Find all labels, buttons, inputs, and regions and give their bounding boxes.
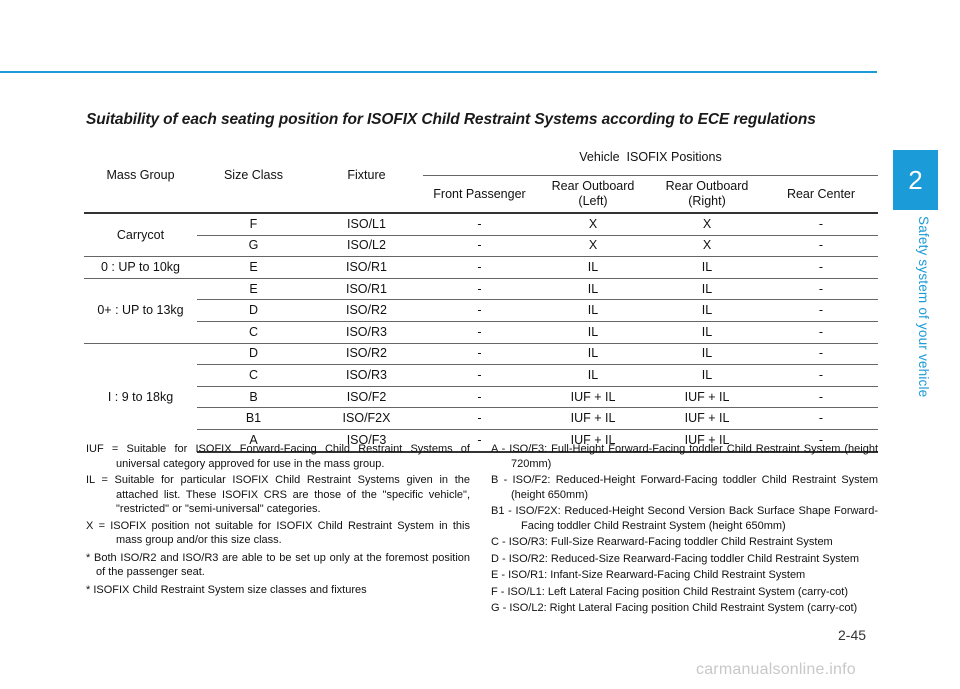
cell-rear-outboard-left: X [536, 213, 650, 235]
size-class-item: E - ISO/R1: Infant-Size Rearward-Facing Child Restraint System [491, 569, 806, 581]
cell-front-passenger: - [423, 213, 536, 235]
cell-rear-outboard-left: IUF + IL [536, 408, 650, 430]
cell-rear-center: - [764, 365, 878, 387]
table-row [84, 235, 878, 257]
cell-rear-outboard-left: IL [536, 365, 650, 387]
note-item: * ISOFIX Child Restraint System size classes and fixtures [86, 583, 367, 596]
cell-rear-outboard-left: IL [536, 321, 650, 343]
cell-fixture: ISO/L2 [310, 235, 423, 257]
cell-fixture: ISO/F2 [310, 386, 423, 408]
cell-mass-group: 0 : UP to 10kg [84, 257, 197, 279]
cell-size-class: E [197, 278, 310, 300]
cell-fixture: ISO/F2X [310, 408, 423, 430]
cell-rear-outboard-left: IL [536, 300, 650, 322]
footnotes-right [491, 442, 878, 618]
cell-rear-center: - [764, 408, 878, 430]
header-fixture: Fixture [347, 168, 386, 182]
cell-size-class: C [197, 365, 310, 387]
size-class-item: B - ISO/F2: Reduced-Height Forward-Facing toddler Child Restraint System (height 650mm) [491, 474, 878, 501]
cell-rear-center: - [764, 343, 878, 365]
cell-rear-outboard-right: IL [650, 278, 764, 300]
table-row [84, 365, 878, 387]
cell-front-passenger: - [423, 408, 536, 430]
cell-size-class: D [197, 300, 310, 322]
table-header-row [84, 139, 878, 176]
legend-item: IUF = Suitable for ISOFIX Forward-Facing Child Restraint Systems of universal category approved for use in the mass group. [86, 443, 470, 470]
header-size-class: Size Class [223, 168, 284, 182]
cell-front-passenger: - [423, 386, 536, 408]
cell-rear-outboard-right: IL [650, 343, 764, 365]
cell-size-class: A [197, 429, 310, 451]
cell-size-class: E [197, 257, 310, 279]
table-body [84, 213, 878, 452]
table-row [84, 386, 878, 408]
cell-fixture: ISO/R2 [310, 343, 423, 365]
cell-rear-outboard-right: X [650, 213, 764, 235]
cell-rear-center: - [764, 386, 878, 408]
isofix-suitability-table [84, 139, 878, 453]
chapter-label: Safety system of your vehicle [916, 216, 931, 398]
cell-mass-group: Carrycot [84, 213, 197, 257]
cell-rear-outboard-left: IL [536, 343, 650, 365]
cell-rear-outboard-left: IL [536, 278, 650, 300]
cell-fixture: ISO/R2 [310, 300, 423, 322]
cell-mass-group: 0+ : UP to 13kg [84, 278, 197, 343]
cell-rear-outboard-left: X [536, 235, 650, 257]
legend-item: X = ISOFIX position not suitable for ISOFIX Child Restraint System in this mass group and/or this size class. [86, 519, 470, 546]
cell-front-passenger: - [423, 365, 536, 387]
cell-rear-outboard-right: IL [650, 321, 764, 343]
table-row [84, 278, 878, 300]
cell-size-class: F [197, 213, 310, 235]
section-title: Suitability of each seating position for ISOFIX Child Restraint Systems according to ECE regulations [86, 111, 816, 128]
legend-item: IL = Suitable for particular ISOFIX Child Restraint Systems given in the attached list. These ISOFIX CRS are those of the "specific vehicle", "restricted" or "semi-universal" categories. [86, 474, 470, 515]
size-class-item: C - ISO/R3: Full-Size Rearward-Facing toddler Child Restraint System [491, 536, 833, 548]
table-row [84, 321, 878, 343]
cell-rear-outboard-right: IL [650, 300, 764, 322]
cell-front-passenger: - [423, 278, 536, 300]
cell-front-passenger: - [423, 429, 536, 451]
cell-size-class: C [197, 321, 310, 343]
cell-rear-center: - [764, 321, 878, 343]
header-rear-outboard-right: Rear Outboard (Right) [650, 176, 764, 214]
size-class-list [491, 442, 878, 616]
cell-rear-outboard-right: IL [650, 365, 764, 387]
notes-list [86, 551, 470, 598]
watermark: carmanualsonline.info [696, 661, 856, 678]
chapter-tab [893, 150, 938, 210]
cell-front-passenger: - [423, 343, 536, 365]
cell-rear-center: - [764, 300, 878, 322]
cell-mass-group: I : 9 to 18kg [84, 343, 197, 451]
header-rear-outboard-left: Rear Outboard (Left) [536, 176, 650, 214]
footnotes-left [86, 442, 470, 597]
cell-front-passenger: - [423, 321, 536, 343]
table-row [84, 343, 878, 365]
header-front-passenger: Front Passenger [423, 176, 536, 214]
cell-fixture: ISO/F3 [310, 429, 423, 451]
cell-rear-outboard-left: IL [536, 257, 650, 279]
cell-rear-outboard-right: IUF + IL [650, 386, 764, 408]
page-number: 2-45 [838, 627, 867, 643]
cell-size-class: G [197, 235, 310, 257]
cell-size-class: D [197, 343, 310, 365]
cell-fixture: ISO/R1 [310, 257, 423, 279]
cell-fixture: ISO/R3 [310, 365, 423, 387]
chapter-number: 2 [908, 164, 923, 195]
cell-size-class: B [197, 386, 310, 408]
header-rule [0, 71, 877, 73]
cell-rear-center: - [764, 429, 878, 451]
cell-front-passenger: - [423, 257, 536, 279]
size-class-item: A - ISO/F3: Full-Height Forward-Facing toddler Child Restraint System (height 720mm) [491, 443, 878, 470]
size-class-item: G - ISO/L2: Right Lateral Facing position Child Restraint System (carry-cot) [491, 602, 858, 614]
cell-rear-outboard-right: IUF + IL [650, 408, 764, 430]
cell-fixture: ISO/R1 [310, 278, 423, 300]
size-class-item: D - ISO/R2: Reduced-Size Rearward-Facing toddler Child Restraint System [491, 552, 860, 565]
cell-rear-outboard-right: IUF + IL [650, 429, 764, 451]
cell-front-passenger: - [423, 300, 536, 322]
cell-rear-center: - [764, 278, 878, 300]
cell-rear-center: - [764, 257, 878, 279]
cell-rear-center: - [764, 235, 878, 257]
size-class-item: B1 - ISO/F2X: Reduced-Height Second Version Back Surface Shape Forward-Facing toddler Child Restraint System (height 650mm) [491, 505, 878, 532]
cell-rear-center: - [764, 213, 878, 235]
cell-fixture: ISO/R3 [310, 321, 423, 343]
legend-list [86, 442, 470, 548]
cell-rear-outboard-right: X [650, 235, 764, 257]
header-mass-group: Mass Group [106, 168, 175, 182]
chapter-side-label [914, 210, 934, 400]
cell-rear-outboard-right: IL [650, 257, 764, 279]
cell-rear-outboard-left: IUF + IL [536, 429, 650, 451]
size-class-item: F - ISO/L1: Left Lateral Facing position Child Restraint System (carry-cot) [491, 585, 849, 598]
table-row [84, 213, 878, 235]
table-row [84, 257, 878, 279]
table-row [84, 408, 878, 430]
cell-size-class: B1 [197, 408, 310, 430]
cell-front-passenger: - [423, 235, 536, 257]
cell-fixture: ISO/L1 [310, 213, 423, 235]
cell-rear-outboard-left: IUF + IL [536, 386, 650, 408]
note-item: * Both ISO/R2 and ISO/R3 are able to be set up only at the foremost position of the passenger seat. [86, 551, 470, 578]
table-row [84, 300, 878, 322]
header-rear-center: Rear Center [764, 176, 878, 214]
header-vehicle-isofix-positions: Vehicle ISOFIX Positions [579, 149, 722, 164]
